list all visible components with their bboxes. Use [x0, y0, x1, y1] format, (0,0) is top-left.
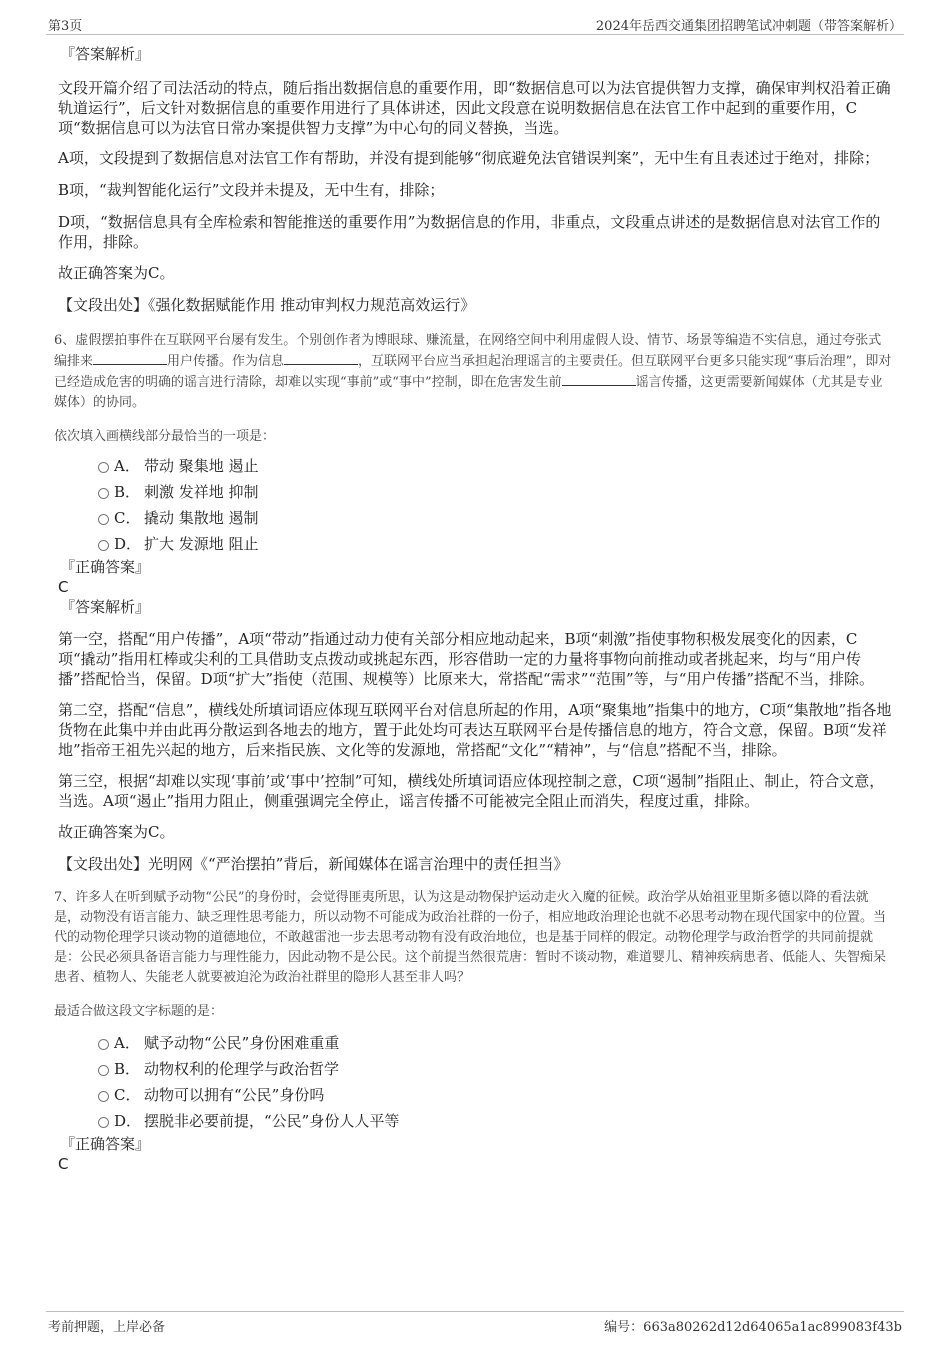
- question-prompt: 最适合做这段文字标题的是：: [54, 1004, 224, 1019]
- page-header: [46, 14, 904, 35]
- radio-button[interactable]: [98, 514, 109, 525]
- source-citation: 【文段出处】光明网《“严治摆拍”背后，新闻媒体在谣言治理中的责任担当》: [58, 855, 569, 873]
- radio-button[interactable]: [98, 1065, 109, 1076]
- radio-button[interactable]: [98, 1039, 109, 1050]
- option-b[interactable]: B． 动物权利的伦理学与政治哲学: [58, 1056, 894, 1082]
- analysis-marker: 『答案解析』: [60, 45, 151, 63]
- document-serial: 编号：663a80262d12d64065a1ac899083f43b: [604, 1320, 902, 1335]
- radio-button[interactable]: [98, 488, 109, 499]
- option-b[interactable]: B． 刺激 发祥地 抑制: [58, 479, 894, 505]
- analysis-paragraph: A项，文段提到了数据信息对法官工作有帮助，并没有提到能够“彻底避免法官错误判案”，无中生有且表述过于绝对，排除；: [58, 149, 880, 167]
- radio-button[interactable]: [98, 1117, 109, 1128]
- answer-marker: 『正确答案』: [60, 1135, 151, 1153]
- analysis-paragraph: 第二空，搭配“信息”，横线处所填词语应体现互联网平台对信息所起的作用，A项“聚集地”指集中的地方，C项“集散地”指各地货物在此集中并由此再分散运到各地去的地方，置于此处均可表达互联网平台是传播信息的地方，符合文意，保留。B项“发祥地”指帝王祖先兴起的地方，后来指民族、文化等的发源地，常搭配“文化”“精神”，与“信息”搭配不当，排除。: [58, 701, 892, 759]
- analysis-paragraph: 文段开篇介绍了司法活动的特点，随后指出数据信息的重要作用，即“数据信息可以为法官提供智力支撑，确保审判权沿着正确轨道运行”，后文针对数据信息的重要作用进行了具体讲述，因此文段意在说明数据信息在法官工作中起到的重要作用，C项“数据信息可以为法官日常办案提供智力支撑”为中心句的同义替换，当选。: [58, 79, 891, 137]
- analysis-paragraph: 第一空，搭配“用户传播”，A项“带动”指通过动力使有关部分相应地动起来，B项“刺激”指使事物积极发展变化的因素，C项“撬动”指用杠棒或尖利的工具借助支点拨动或挑起东西，形容借助一定的力量将事物向前推动或者挑起来，均与“用户传播”搭配恰当，保留。D项“扩大”指使（范围、规模等）比原来大，常搭配“需求”“范围”等，与“用户传播”搭配不当，排除。: [58, 630, 875, 688]
- conclusion: 故正确答案为C。: [58, 264, 175, 282]
- correct-answer: C: [58, 578, 69, 596]
- analysis-marker: 『答案解析』: [60, 598, 151, 616]
- question-prompt: 依次填入画横线部分最恰当的一项是：: [54, 429, 276, 444]
- fill-blank: [284, 351, 358, 365]
- option-c[interactable]: C． 撬动 集散地 遏制: [58, 505, 894, 531]
- fill-blank: [562, 372, 636, 386]
- option-d[interactable]: D． 扩大 发源地 阻止: [58, 531, 894, 557]
- page-footer: [46, 1311, 904, 1334]
- page-number: 第3页: [48, 19, 83, 34]
- question-stem: 6、虚假摆拍事件在互联网平台屡有发生。个别创作者为博眼球、赚流量，在网络空间中利用虚假人设、情节、场景等编造不实信息，通过夸张式编排来 用户传播。作为信息 ，互联网平台应当承担起治理谣言的主要责任。但互联网平台更多只能实现“事后治理”，即对已经造成危害的明确的谣言进行清除，却难以实现“事前”或“事中”控制，即在危害发生前 谣言传播，这更需要新闻媒体（尤其是专业媒体）的协同。: [54, 333, 892, 410]
- footer-slogan: 考前押题，上岸必备: [48, 1320, 166, 1335]
- document-title: 2024年岳西交通集团招聘笔试冲刺题（带答案解析）: [595, 19, 902, 34]
- question-stem: 7、许多人在听到赋予动物“公民”的身份时，会觉得匪夷所思，认为这是动物保护运动走火入魔的征候。政治学从始祖亚里斯多德以降的看法就是，动物没有语言能力、缺乏理性思考能力，所以动物不可能成为政治社群的一份子，相应地政治理论也就不必思考动物在现代国家中的位置。当代的动物伦理学只谈动物的道德地位，不敢越雷池一步去思考动物有没有政治地位，也是基于同样的假定。动物伦理学与政治哲学的共同前提就是：公民必须具备语言能力与理性能力，因此动物不是公民。这个前提当然很荒唐：暂时不谈动物，难道婴儿、精神疾病患者、低能人、失智痴呆患者、植物人、失能老人就要被迫沦为政治社群里的隐形人甚至非人吗？: [54, 890, 887, 985]
- option-list: [58, 453, 894, 557]
- radio-button[interactable]: [98, 1091, 109, 1102]
- analysis-paragraph: D项，“数据信息具有全库检索和智能推送的重要作用”为数据信息的作用，非重点，文段重点讲述的是数据信息对法官工作的作用，排除。: [58, 213, 881, 251]
- option-d[interactable]: D． 摆脱非必要前提，“公民”身份人人平等: [58, 1108, 894, 1134]
- analysis-paragraph: 第三空，根据“却难以实现‘事前’或‘事中’控制”可知，横线处所填词语应体现控制之意，C项“遏制”指阻止、制止，符合文意，当选。A项“遏止”指用力阻止，侧重强调完全停止，谣言传播不可能被完全阻止而消失，程度过重，排除。: [58, 772, 885, 810]
- analysis-paragraph: B项，“裁判智能化运行”文段并未提及，无中生有，排除；: [58, 181, 445, 199]
- option-a[interactable]: A． 带动 聚集地 遏止: [58, 453, 894, 479]
- option-a[interactable]: A． 赋予动物“公民”身份困难重重: [58, 1030, 894, 1056]
- option-c[interactable]: C． 动物可以拥有“公民”身份吗: [58, 1082, 894, 1108]
- correct-answer: C: [58, 1155, 69, 1173]
- radio-button[interactable]: [98, 540, 109, 551]
- radio-button[interactable]: [98, 462, 109, 473]
- page-content: [54, 44, 894, 1174]
- source-citation: 【文段出处】《强化数据赋能作用 推动审判权力规范高效运行》: [58, 296, 476, 314]
- answer-marker: 『正确答案』: [60, 558, 151, 576]
- fill-blank: [93, 351, 167, 365]
- conclusion: 故正确答案为C。: [58, 823, 175, 841]
- option-list: [58, 1030, 894, 1134]
